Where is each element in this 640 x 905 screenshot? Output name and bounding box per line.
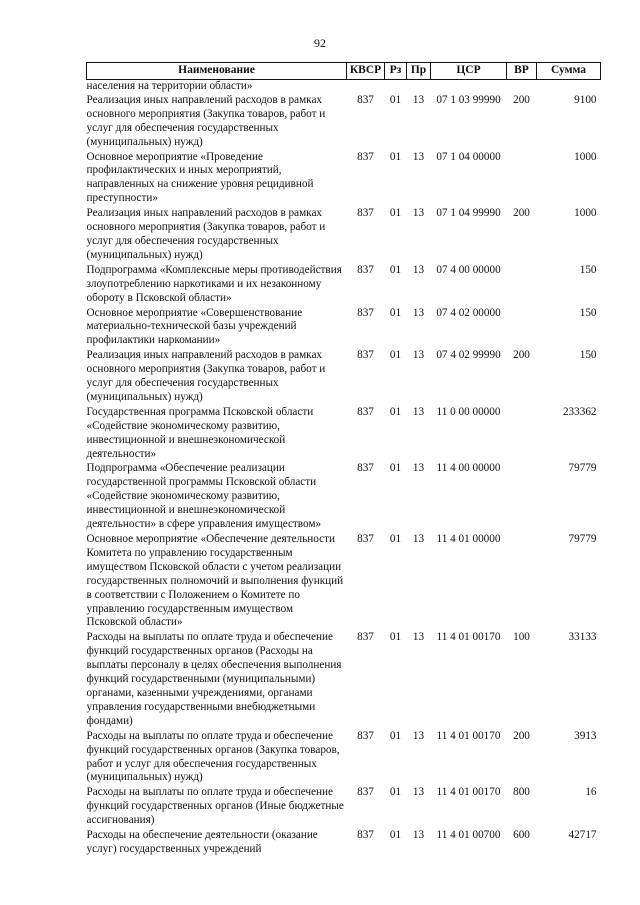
cell-sum: 79779 bbox=[568, 533, 597, 545]
cell-name: Основное мероприятие «Совершенствование материально-технической базы учреждений профилактики наркомании» bbox=[86, 306, 303, 347]
cell-sum: 150 bbox=[579, 349, 597, 362]
cell-sum: 1000 bbox=[574, 150, 597, 163]
cell-pr: 13 bbox=[412, 207, 425, 220]
cell-vr bbox=[507, 533, 537, 631]
header-kvsr: КВСР bbox=[347, 63, 385, 80]
cell-vr bbox=[507, 151, 537, 208]
cell-name: Подпрограмма «Обеспечение реализации государственной программы Псковской области «Содействие экономическому развитию, инвестиционной и внешнеэкономической деятельности» в сфере управления имуществом» bbox=[86, 462, 322, 531]
cell-vr: 200 bbox=[513, 93, 530, 106]
header-name: Наименование bbox=[87, 63, 347, 80]
cell-name: Расходы на обеспечение деятельности (оказание услуг) государственных учреждений bbox=[86, 829, 318, 855]
cell-vr: 800 bbox=[513, 786, 530, 799]
table-row bbox=[87, 151, 601, 208]
cell-name: Расходы на выплаты по оплате труда и обеспечение функций государственных органов (Расходы на выплаты персоналу в целях обеспечения выполнения функций государственными (муниципальными) органами, казенными учреждениями, органами управления государственными внебюджетными фондами) bbox=[86, 631, 342, 727]
cell-name: Расходы на выплаты по оплате труда и обеспечение функций государственных органов (Иные бюджетные ассигнования) bbox=[86, 786, 344, 827]
cell-pr: 13 bbox=[412, 631, 425, 644]
cell-sum: 79779 bbox=[568, 462, 597, 475]
cell-pr: 13 bbox=[412, 263, 425, 276]
cell-csr: 11 4 01 00170 bbox=[436, 631, 501, 644]
cell-rz: 01 bbox=[389, 631, 402, 644]
cell-sum: 150 bbox=[579, 306, 597, 319]
table-row bbox=[87, 349, 601, 406]
table-row bbox=[87, 462, 601, 533]
cell-vr: 600 bbox=[513, 829, 530, 842]
cell-vr: 100 bbox=[513, 631, 530, 644]
cell-sum: 1000 bbox=[574, 207, 597, 220]
cell-pr: 13 bbox=[412, 150, 425, 163]
cell-kvsr: 837 bbox=[357, 263, 374, 276]
cell-pr: 13 bbox=[412, 93, 425, 106]
continuation-row bbox=[87, 80, 601, 94]
cell-rz: 01 bbox=[389, 829, 402, 842]
cell-pr: 13 bbox=[412, 405, 425, 418]
header-sum: Сумма bbox=[537, 63, 601, 80]
cell-name: Реализация иных направлений расходов в рамках основного мероприятия (Закупка товаров, работ и услуг для обеспечения государственных (муниципальных) нужд) bbox=[86, 207, 326, 261]
cell-name: Основное мероприятие «Обеспечение деятельности Комитета по управлению государственным имуществом Псковской области с учетом реализации государственных полномочий и выполнения функций в соответствии с Положением о Комитете по управлению государственным имуществом Псковской области» bbox=[86, 533, 344, 629]
cell-kvsr: 837 bbox=[357, 306, 374, 319]
table-row bbox=[87, 631, 601, 729]
cell-rz: 01 bbox=[389, 786, 402, 799]
cell-kvsr: 837 bbox=[357, 829, 374, 842]
cell-rz: 01 bbox=[389, 150, 402, 163]
cell-rz: 01 bbox=[389, 263, 402, 276]
cell-pr: 13 bbox=[412, 462, 425, 475]
cell-kvsr: 837 bbox=[357, 786, 374, 799]
cell-vr: 200 bbox=[513, 207, 530, 220]
cell-csr: 11 4 01 00000 bbox=[436, 533, 501, 545]
cell-vr: 200 bbox=[513, 729, 530, 742]
cell-sum: 42717 bbox=[568, 829, 597, 842]
cell-csr: 07 4 00 00000 bbox=[436, 263, 501, 276]
cell-name: Подпрограмма «Комплексные меры противодействия злоупотреблению наркотиками и их незаконному обороту в Псковской области» bbox=[86, 263, 342, 304]
cell-rz: 01 bbox=[389, 349, 402, 362]
cell-sum: 3913 bbox=[574, 729, 597, 742]
cell-csr: 07 1 03 99990 bbox=[436, 93, 501, 106]
table-row bbox=[87, 264, 601, 307]
cell-rz: 01 bbox=[389, 306, 402, 319]
cell-kvsr: 837 bbox=[357, 533, 374, 545]
table-row bbox=[87, 829, 601, 858]
cell-vr bbox=[507, 307, 537, 350]
table-row bbox=[87, 786, 601, 829]
table-row bbox=[87, 94, 601, 151]
cell-rz: 01 bbox=[389, 462, 402, 475]
cell-csr: 11 4 01 00170 bbox=[436, 729, 501, 742]
cell-vr bbox=[507, 462, 537, 533]
cell-sum: 150 bbox=[579, 263, 597, 276]
table-row bbox=[87, 207, 601, 264]
continuation-text: населения на территории области» bbox=[86, 80, 253, 92]
cell-csr: 07 4 02 99990 bbox=[436, 349, 501, 362]
cell-kvsr: 837 bbox=[357, 207, 374, 220]
cell-csr: 11 4 01 00170 bbox=[436, 786, 501, 799]
table-row bbox=[87, 730, 601, 787]
cell-rz: 01 bbox=[389, 533, 402, 545]
cell-vr bbox=[507, 406, 537, 463]
cell-rz: 01 bbox=[389, 207, 402, 220]
cell-csr: 11 4 01 00700 bbox=[436, 829, 501, 842]
cell-rz: 01 bbox=[389, 729, 402, 742]
cell-name: Расходы на выплаты по оплате труда и обеспечение функций государственных органов (Закупка товаров, работ и услуг для обеспечения государственных (муниципальных) нужд) bbox=[86, 729, 340, 784]
cell-vr: 200 bbox=[513, 349, 530, 362]
page-number: 92 bbox=[314, 36, 326, 50]
cell-sum: 9100 bbox=[574, 93, 597, 106]
header-vr: ВР bbox=[507, 63, 537, 80]
cell-name: Основное мероприятие «Проведение профилактических и иных мероприятий, направленных на снижение уровня рецидивной преступности» bbox=[86, 150, 314, 205]
cell-name: Реализация иных направлений расходов в рамках основного мероприятия (Закупка товаров, работ и услуг для обеспечения государственных (муниципальных) нужд) bbox=[86, 349, 326, 403]
cell-kvsr: 837 bbox=[357, 349, 374, 362]
cell-kvsr: 837 bbox=[357, 150, 374, 163]
cell-pr: 13 bbox=[412, 306, 425, 319]
cell-kvsr: 837 bbox=[357, 729, 374, 742]
cell-name: Реализация иных направлений расходов в рамках основного мероприятия (Закупка товаров, работ и услуг для обеспечения государственных (муниципальных) нужд) bbox=[86, 93, 326, 148]
header-rz: Рз bbox=[385, 63, 407, 80]
cell-kvsr: 837 bbox=[357, 462, 374, 475]
table-row bbox=[87, 307, 601, 350]
cell-pr: 13 bbox=[412, 786, 425, 799]
cell-csr: 07 1 04 99990 bbox=[436, 207, 501, 220]
table-row bbox=[87, 406, 601, 463]
header-pr: Пр bbox=[407, 63, 431, 80]
cell-pr: 13 bbox=[412, 829, 425, 842]
cell-rz: 01 bbox=[389, 93, 402, 106]
cell-sum: 233362 bbox=[562, 405, 597, 418]
table-header-row bbox=[87, 63, 601, 80]
cell-pr: 13 bbox=[412, 349, 425, 362]
cell-kvsr: 837 bbox=[357, 93, 374, 106]
cell-csr: 07 1 04 00000 bbox=[436, 150, 501, 163]
cell-vr bbox=[507, 264, 537, 307]
cell-sum: 33133 bbox=[568, 631, 597, 644]
cell-csr: 07 4 02 00000 bbox=[436, 306, 501, 319]
cell-pr: 13 bbox=[412, 533, 425, 545]
cell-name: Государственная программа Псковской области «Содействие экономическому развитию, инвестиционной и внешнеэкономической деятельности» bbox=[86, 405, 314, 460]
cell-sum: 16 bbox=[585, 786, 597, 799]
cell-pr: 13 bbox=[412, 729, 425, 742]
table-row bbox=[87, 533, 601, 631]
header-csr: ЦСР bbox=[431, 63, 507, 80]
cell-kvsr: 837 bbox=[357, 631, 374, 644]
cell-csr: 11 4 00 00000 bbox=[436, 462, 501, 475]
budget-table bbox=[86, 62, 601, 858]
cell-csr: 11 0 00 00000 bbox=[436, 405, 501, 418]
cell-kvsr: 837 bbox=[357, 405, 374, 418]
cell-rz: 01 bbox=[389, 405, 402, 418]
